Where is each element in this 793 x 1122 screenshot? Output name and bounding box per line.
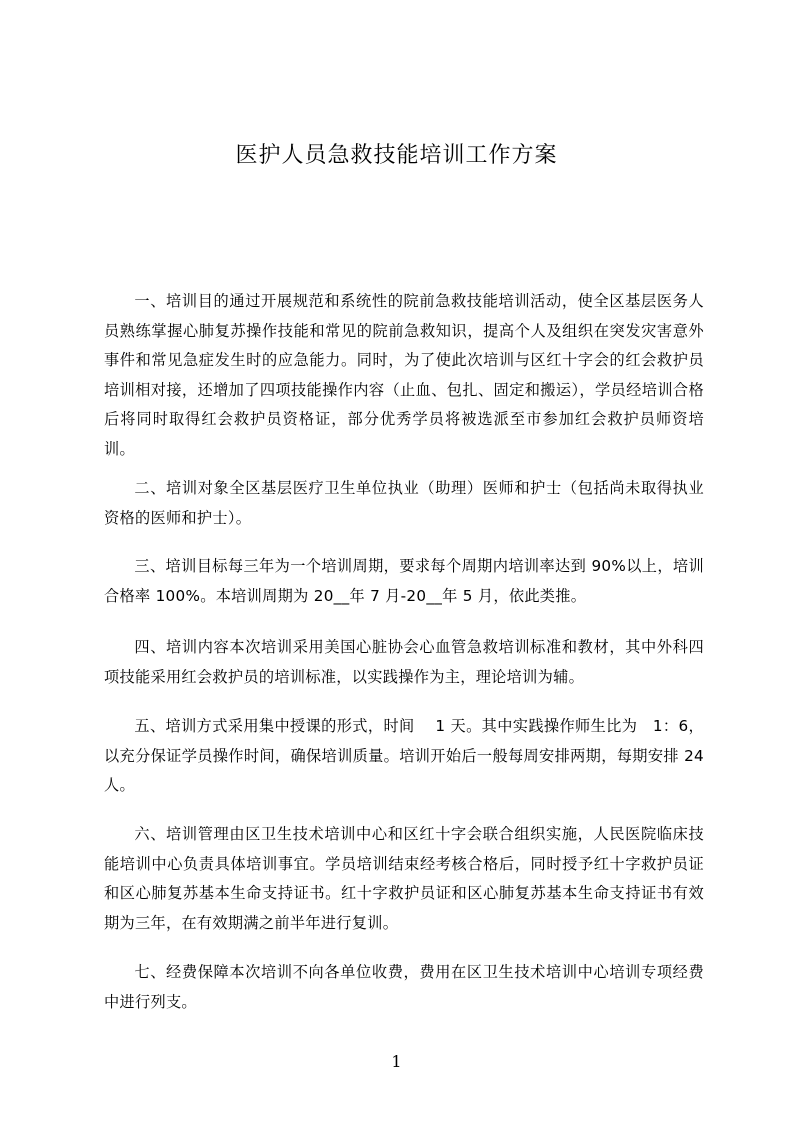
document-title: 医护人员急救技能培训工作方案: [235, 143, 558, 168]
paragraph-purpose: 一、培训目的通过开展规范和系统性的院前急救技能培训活动，使全区基层医务人员熟练掌握心肺复苏操作技能和常见的院前急救知识，提高个人及组织在突发灾害意外事件和常见急症发生时的应急能力。同时，为了使此次培训与区红十字会的红会救护员培训相对接，还增加了四项技能操作内容（止血、包扎、固定和搬运），学员经培训合格后将同时取得红会救护员资格证，部分优秀学员将被选派至市参加红会救护员师资培训。: [104, 292, 704, 458]
paragraph-management: 六、培训管理由区卫生技术培训中心和区红十字会联合组织实施，人民医院临床技能培训中心负责具体培训事宜。学员培训结束经考核合格后，同时授予红十字救护员证和区心肺复苏基本生命支持证书。红十字救护员证和区心肺复苏基本生命支持证书有效期为三年，在有效期满之前半年进行复训。: [104, 825, 704, 932]
page-number: 1: [391, 1052, 402, 1071]
paragraph-method: 五、培训方式采用集中授课的形式，时间 1 天。其中实践操作师生比为 1：6，以充分保证学员操作时间，确保培训质量。培训开始后一般每周安排两期，每期安排 24 人。: [104, 717, 704, 794]
paragraph-funding: 七、经费保障本次培训不向各单位收费，费用在区卫生技术培训中心培训专项经费中进行列支。: [104, 963, 704, 1011]
paragraph-content: 四、培训内容本次培训采用美国心脏协会心血管急救培训标准和教材，其中外科四项技能采用红会救护员的培训标准，以实践操作为主，理论培训为辅。: [104, 638, 704, 686]
paragraph-goals: 三、培训目标每三年为一个培训周期，要求每个周期内培训率达到 90%以上，培训合格率 100%。本培训周期为 20__年 7 月-20__年 5 月，依此类推。: [104, 557, 704, 605]
paragraph-audience: 二、培训对象全区基层医疗卫生单位执业（助理）医师和护士（包括尚未取得执业资格的医师和护士）。: [104, 479, 704, 527]
